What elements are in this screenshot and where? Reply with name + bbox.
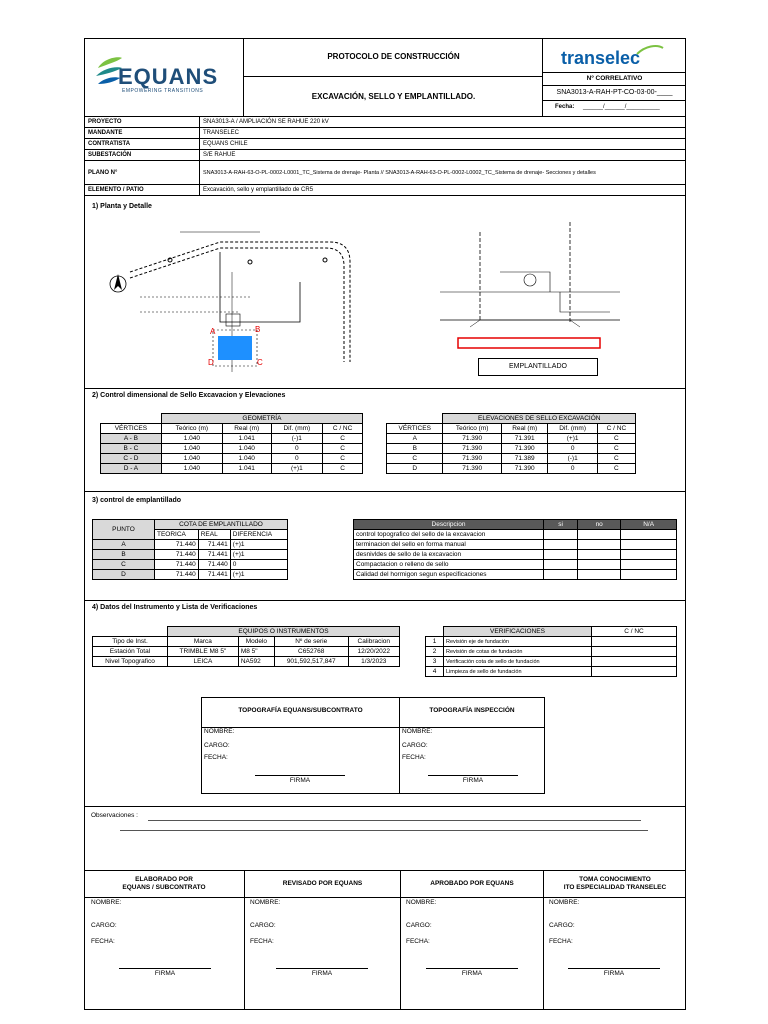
equip-header-row	[93, 637, 400, 647]
topo-divider-h	[202, 727, 544, 728]
col-cnc: C / NC	[323, 424, 363, 434]
col-si: si	[544, 520, 578, 530]
approval-subtitle: ITO ESPECIALIDAD TRANSELEC	[563, 884, 667, 891]
info-value: SNA3013-A-RAH-63-O-PL-0002-L0001_TC_Sistema de drenaje- Planta // SNA3013-A-RAH-63-O-PL-0002-L0002_TC_Sistema de drenaje- Secciones y detalles	[200, 161, 686, 185]
equip-title-row	[93, 627, 400, 637]
cell: C	[597, 454, 635, 464]
table-row	[426, 647, 677, 657]
cell: 1.040	[161, 464, 222, 474]
cell: Revisión de cotas de fundación	[444, 647, 592, 657]
cell: 71.390	[443, 454, 501, 464]
cell: C	[323, 444, 363, 454]
check-si[interactable]	[544, 540, 578, 550]
topo1-nombre: NOMBRE:	[204, 728, 235, 735]
cell: 1	[426, 637, 444, 647]
col-modelo: Modelo	[238, 637, 274, 647]
cota-title: COTA DE EMPLANTILLADO	[155, 520, 288, 530]
approval-signature-line[interactable]	[276, 968, 368, 969]
project-info-table	[84, 116, 686, 196]
check-na[interactable]	[621, 560, 677, 570]
cell: desnivldes de sello de la excavacion	[354, 550, 544, 560]
cell: C652768	[274, 647, 348, 657]
info-value: Excavación, sello y emplantillado de CR5	[200, 185, 686, 196]
verif-input[interactable]	[592, 647, 677, 657]
approval-cargo: CARGO:	[91, 922, 117, 929]
table-row	[426, 637, 677, 647]
table-row	[354, 560, 677, 570]
approval-signature-line[interactable]	[568, 968, 660, 969]
topo2-cargo: CARGO:	[402, 742, 428, 749]
cell: 71.440	[155, 570, 199, 580]
cell: TRIMBLE M8 5"	[167, 647, 238, 657]
section4-bottom-line	[84, 806, 686, 807]
table-row	[387, 464, 636, 474]
cell: B	[93, 550, 155, 560]
approval-signature-line[interactable]	[426, 968, 518, 969]
cell: 71.391	[501, 434, 548, 444]
verif-header-row	[426, 627, 677, 637]
cell: Revisión eje de fundación	[444, 637, 592, 647]
cell: C	[323, 434, 363, 444]
elev-title-row	[387, 414, 636, 424]
topo2-nombre: NOMBRE:	[402, 728, 433, 735]
verification-table	[425, 626, 677, 677]
section2-title: 2) Control dimensional de Sello Excavacion y Elevaciones	[92, 392, 286, 399]
cell: 71.440	[155, 540, 199, 550]
info-label: CONTRATISTA	[85, 139, 200, 150]
table-row	[93, 570, 288, 580]
cell: Estación Total	[93, 647, 168, 657]
cota-table	[92, 519, 288, 580]
info-value: EQUANS CHILE	[200, 139, 686, 150]
check-no[interactable]	[578, 550, 621, 560]
info-row	[85, 128, 686, 139]
approval-subtitle: EQUANS / SUBCONTRATO	[122, 884, 206, 891]
table-row	[101, 434, 363, 444]
document-subtitle: EXCAVACIÓN, SELLO Y EMPLANTILLADO.	[311, 92, 476, 101]
cell: 71.441	[198, 570, 230, 580]
elevation-table	[386, 413, 636, 474]
verif-input[interactable]	[592, 637, 677, 647]
transelec-logo: transelec	[561, 48, 641, 68]
equipment-table	[92, 626, 400, 667]
transelec-block	[543, 38, 686, 116]
cell: 12/20/2022	[348, 647, 399, 657]
cell: D	[387, 464, 443, 474]
company-name: EQUANS	[118, 64, 219, 89]
cell: C	[323, 454, 363, 464]
info-value: S/E RAHUE	[200, 150, 686, 161]
cell: 1/3/2023	[348, 657, 399, 667]
approval-firma: FIRMA	[154, 970, 176, 977]
cell: (+)1	[548, 434, 597, 444]
cell: C	[597, 434, 635, 444]
col-vertices: VÉRTICES	[387, 424, 443, 434]
cota-title-row	[93, 520, 288, 530]
cell: 71.390	[443, 444, 501, 454]
info-row	[85, 161, 686, 185]
cell: C	[597, 464, 635, 474]
check-na[interactable]	[621, 550, 677, 560]
table-row	[354, 550, 677, 560]
check-no[interactable]	[578, 530, 621, 540]
approval-nombre: NOMBRE:	[91, 899, 122, 906]
approval-firma: FIRMA	[603, 970, 625, 977]
corner-label-c: C	[257, 358, 263, 367]
approval-firma: FIRMA	[461, 970, 483, 977]
section4-title: 4) Datos del Instrumento y Lista de Verificaciones	[92, 604, 258, 611]
approval-cargo: CARGO:	[549, 922, 575, 929]
table-row	[93, 657, 400, 667]
table-row	[93, 540, 288, 550]
check-si[interactable]	[544, 570, 578, 580]
cell: B	[387, 444, 443, 454]
topo2-firma: FIRMA	[462, 777, 484, 784]
fecha-value: ______/______/__________	[583, 104, 660, 110]
fecha-label: Fecha:	[555, 104, 575, 110]
verif-blank	[426, 627, 444, 637]
checklist-header-row	[354, 520, 677, 530]
info-label: MANDANTE	[85, 128, 200, 139]
north-arrow-icon	[110, 274, 126, 292]
approval-firma: FIRMA	[311, 970, 333, 977]
approval-block	[84, 870, 686, 1010]
topo2-signature-line[interactable]	[428, 775, 518, 776]
cell: 1.040	[222, 454, 271, 464]
checklist-table	[353, 519, 677, 580]
approval-cargo: CARGO:	[250, 922, 276, 929]
verif-input[interactable]	[592, 657, 677, 667]
col-teorico: Teórico (m)	[161, 424, 222, 434]
cell: 71.390	[501, 464, 548, 474]
company-tagline: EMPOWERING TRANSITIONS	[122, 88, 204, 94]
cell: A	[387, 434, 443, 444]
equans-logo	[84, 38, 244, 116]
cell: 71.390	[443, 464, 501, 474]
cell: 71.441	[198, 540, 230, 550]
approval-title: APROBADO POR EQUANS	[430, 880, 514, 887]
elev-blank	[387, 414, 443, 424]
cell: (-)1	[548, 454, 597, 464]
check-si[interactable]	[544, 550, 578, 560]
section1-bottom-line	[84, 388, 686, 389]
table-row	[387, 434, 636, 444]
approval-nombre: NOMBRE:	[406, 899, 437, 906]
title-divider	[244, 76, 543, 77]
col-real: Real (m)	[501, 424, 548, 434]
geometry-title-row	[101, 414, 363, 424]
table-row	[93, 647, 400, 657]
table-row	[93, 560, 288, 570]
approval-fecha: FECHA:	[406, 938, 430, 945]
col-na: N/A	[621, 520, 677, 530]
approval-col-toma-conocimiento	[544, 870, 686, 1010]
geometry-table	[100, 413, 363, 474]
approval-fecha: FECHA:	[549, 938, 573, 945]
cell: 0	[548, 444, 597, 454]
cell: 71.440	[155, 550, 199, 560]
geometry-title: GEOMETRÍA	[161, 414, 362, 424]
cell: 1.040	[222, 444, 271, 454]
cell: (+)1	[230, 540, 287, 550]
correlativo-value: SNA3013-A-RAH-PT-CO-03-00-____	[556, 89, 673, 96]
col-teorica: TEORICA	[155, 530, 199, 540]
topography-signature-box	[201, 697, 545, 794]
cell: C - D	[101, 454, 162, 464]
approval-col-revisado	[245, 870, 400, 1010]
observaciones-line-2[interactable]	[120, 830, 648, 831]
cell: Limpieza de sello de fundación	[444, 667, 592, 677]
geometry-blank	[101, 414, 162, 424]
approval-title: REVISADO POR EQUANS	[282, 880, 363, 887]
approval-title: TOMA CONOCIMIENTO	[579, 876, 651, 883]
cell: D - A	[101, 464, 162, 474]
topo1-cargo: CARGO:	[204, 742, 230, 749]
table-row	[387, 454, 636, 464]
table-row	[101, 454, 363, 464]
elev-header-row	[387, 424, 636, 434]
approval-cargo: CARGO:	[406, 922, 432, 929]
cell: C	[323, 464, 363, 474]
cell: Verificación cota de sello de fundación	[444, 657, 592, 667]
check-no[interactable]	[578, 570, 621, 580]
cell: D	[93, 570, 155, 580]
section-detail-drawing	[440, 212, 620, 352]
emplantillado-marker	[458, 338, 600, 348]
geometry-header-row	[101, 424, 363, 434]
equip-blank	[93, 627, 168, 637]
cell: A	[93, 540, 155, 550]
section3-bottom-line	[84, 600, 686, 601]
correlativo-divider	[543, 85, 686, 86]
info-value: TRANSELEC	[200, 128, 686, 139]
table-row	[354, 540, 677, 550]
check-no[interactable]	[578, 560, 621, 570]
cell: 1.040	[161, 444, 222, 454]
cell: 901,592,517,847	[274, 657, 348, 667]
document-title: PROTOCOLO DE CONSTRUCCIÓN	[327, 52, 460, 61]
header	[84, 38, 686, 116]
table-row	[101, 444, 363, 454]
info-label: PLANO N°	[85, 161, 200, 185]
check-no[interactable]	[578, 540, 621, 550]
cell: 71.390	[501, 444, 548, 454]
verif-title: VERIFICACIONES	[444, 627, 592, 637]
cell: M8 5"	[238, 647, 274, 657]
col-dif: Dif. (mm)	[271, 424, 323, 434]
topo-col1-title: TOPOGRAFÍA EQUANS/SUBCONTRATO	[238, 707, 363, 714]
cell: 1.040	[161, 454, 222, 464]
topo1-firma: FIRMA	[289, 777, 311, 784]
fecha-divider	[543, 100, 686, 101]
info-row	[85, 185, 686, 196]
cell: Calidad del hormigon segun especificaciones	[354, 570, 544, 580]
section1-title: 1) Planta y Detalle	[92, 203, 152, 210]
elev-title: ELEVACIONES DE SELLO EXCAVACIÓN	[443, 414, 636, 424]
info-row	[85, 117, 686, 128]
table-row	[354, 570, 677, 580]
approval-col-aprobado	[401, 870, 543, 1010]
check-si[interactable]	[544, 530, 578, 540]
cell: Nivel Topografico	[93, 657, 168, 667]
cell: 0	[271, 454, 323, 464]
cell: terminacion del sello en forma manual	[354, 540, 544, 550]
verif-input[interactable]	[592, 667, 677, 677]
info-row	[85, 150, 686, 161]
topo2-fecha: FECHA:	[402, 754, 426, 761]
table-row	[93, 550, 288, 560]
approval-fecha: FECHA:	[250, 938, 274, 945]
col-no: no	[578, 520, 621, 530]
col-real: REAL	[198, 530, 230, 540]
col-tipo: Tipo de Inst.	[93, 637, 168, 647]
cell: 4	[426, 667, 444, 677]
col-serie: Nº de serie	[274, 637, 348, 647]
logo-divider	[543, 72, 686, 73]
table-row	[387, 444, 636, 454]
corner-label-d: D	[208, 358, 214, 367]
info-row	[85, 139, 686, 150]
cell: 71.440	[155, 560, 199, 570]
cell: C	[387, 454, 443, 464]
approval-fecha: FECHA:	[91, 938, 115, 945]
cell: 0	[548, 464, 597, 474]
col-cnc: C / NC	[597, 424, 635, 434]
cell: (+)1	[271, 464, 323, 474]
table-row	[354, 530, 677, 540]
col-dif: Dif. (mm)	[548, 424, 597, 434]
table-row	[426, 667, 677, 677]
cell: C	[93, 560, 155, 570]
approval-nombre: NOMBRE:	[549, 899, 580, 906]
col-calibracion: Calibracion	[348, 637, 399, 647]
cell: (+)1	[230, 550, 287, 560]
cell: LEICA	[167, 657, 238, 667]
info-label: ELEMENTO / PATIO	[85, 185, 200, 196]
section3-title: 3) control de emplantillado	[92, 497, 182, 504]
cell: (+)1	[230, 570, 287, 580]
info-value: SNA3013-A / AMPLIACIÓN SE RAHUE 220 kV	[200, 117, 686, 128]
cell: A - B	[101, 434, 162, 444]
section2-bottom-line	[84, 491, 686, 492]
cell: 71.440	[198, 560, 230, 570]
title-block	[244, 38, 543, 116]
approval-signature-line[interactable]	[119, 968, 211, 969]
check-na[interactable]	[621, 570, 677, 580]
col-diferencia: DIFERENCIA	[230, 530, 287, 540]
plan-drawing	[100, 212, 380, 382]
emplantillado-label: EMPLANTILLADO	[509, 363, 567, 370]
cell: 1.041	[222, 464, 271, 474]
topo-col2-title: TOPOGRAFÍA INSPECCIÓN	[429, 707, 515, 714]
cell: 71.390	[443, 434, 501, 444]
cell: Compactacion o relleno de sello	[354, 560, 544, 570]
cell: 2	[426, 647, 444, 657]
info-label: SUBESTACIÓN	[85, 150, 200, 161]
cell: 1.041	[222, 434, 271, 444]
col-teorico: Teórico (m)	[443, 424, 501, 434]
observaciones-line-1[interactable]	[148, 820, 641, 821]
cell: 71.441	[198, 550, 230, 560]
cell: B - C	[101, 444, 162, 454]
approval-title: ELABORADO POR	[135, 876, 193, 883]
cell: 3	[426, 657, 444, 667]
verif-cnc: C / NC	[592, 627, 677, 637]
cell: (-)1	[271, 434, 323, 444]
table-row	[426, 657, 677, 667]
topo1-fecha: FECHA:	[204, 754, 228, 761]
corner-label-b: B	[255, 325, 261, 334]
excavation-square	[218, 336, 252, 360]
cell: 71.389	[501, 454, 548, 464]
info-label: PROYECTO	[85, 117, 200, 128]
cell: 0	[271, 444, 323, 454]
cell: control topografico del sello de la excavacion	[354, 530, 544, 540]
col-marca: Marca	[167, 637, 238, 647]
cell: 0	[230, 560, 287, 570]
equip-title: EQUIPOS O INSTRUMENTOS	[167, 627, 399, 637]
cell: 1.040	[161, 434, 222, 444]
topo1-signature-line[interactable]	[255, 775, 345, 776]
punto-label: PUNTO	[93, 520, 155, 540]
col-real: Real (m)	[222, 424, 271, 434]
col-descripcion: Descripcion	[354, 520, 544, 530]
corner-label-a: A	[210, 327, 216, 336]
approval-col-elaborado	[84, 870, 244, 1010]
check-na[interactable]	[621, 540, 677, 550]
table-row	[101, 464, 363, 474]
col-vertices: VÉRTICES	[101, 424, 162, 434]
transelec-swoosh-icon	[635, 44, 665, 56]
approval-nombre: NOMBRE:	[250, 899, 281, 906]
cell: C	[597, 444, 635, 454]
check-si[interactable]	[544, 560, 578, 570]
check-na[interactable]	[621, 530, 677, 540]
observaciones-label: Observaciones :	[91, 812, 138, 819]
cell: NA592	[238, 657, 274, 667]
correlativo-label: Nº CORRELATIVO	[586, 75, 643, 82]
